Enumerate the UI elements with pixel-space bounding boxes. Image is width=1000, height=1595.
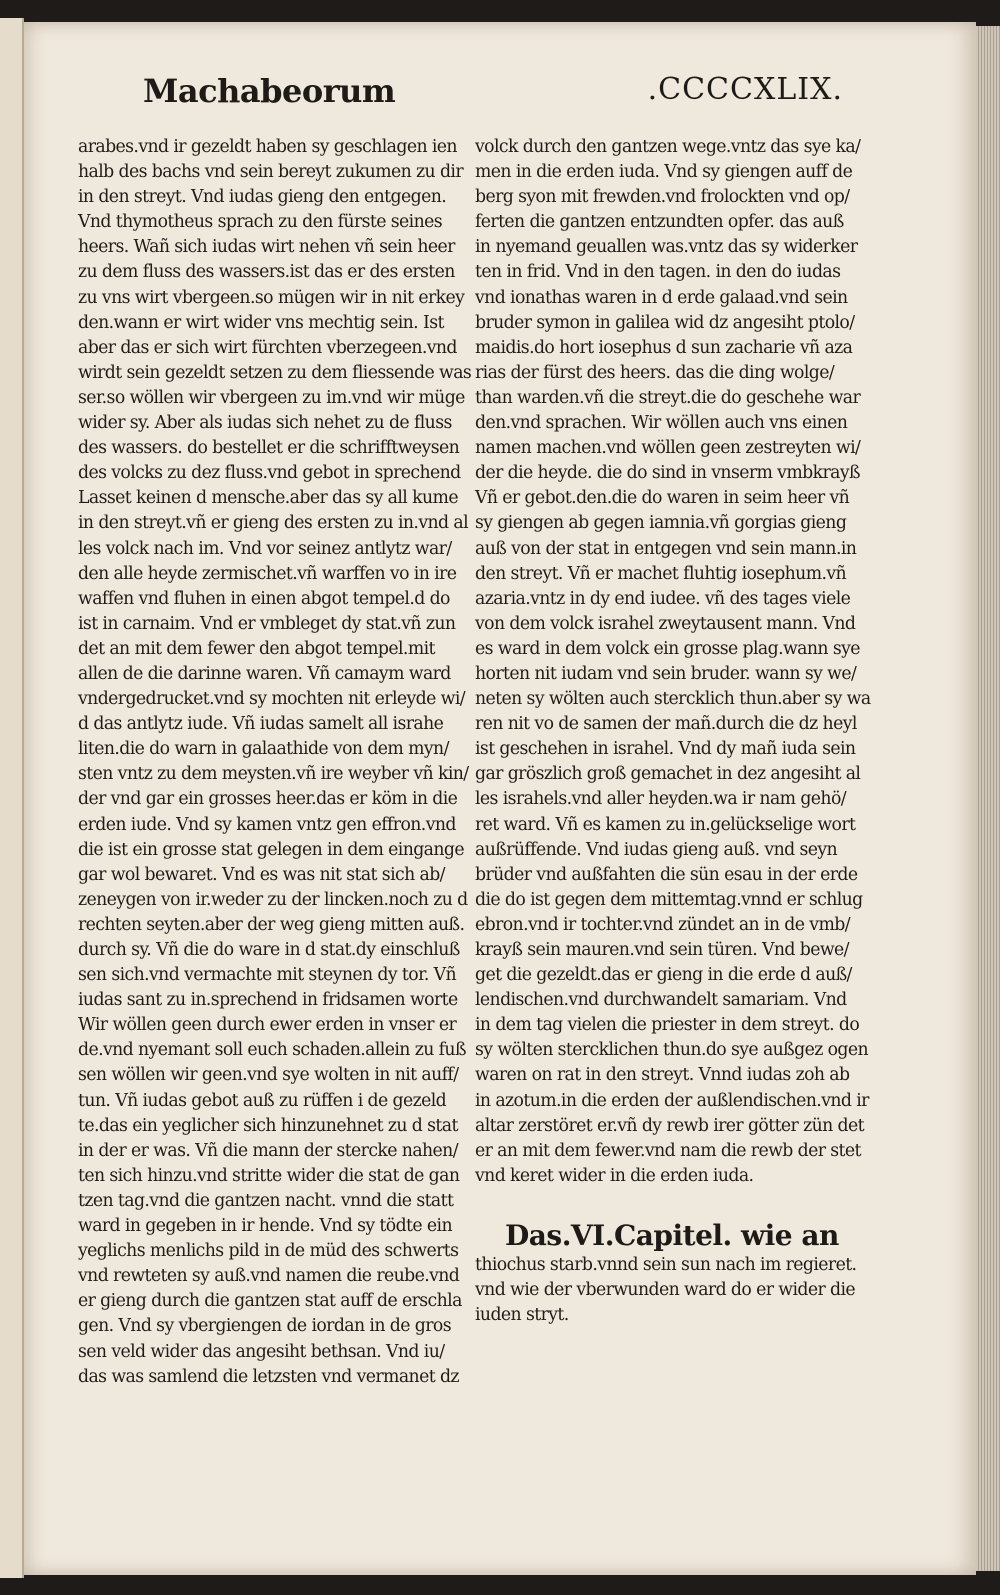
text-line: ferten die gantzen entzundten opfer. das auß: [475, 212, 844, 233]
text-line: in dem tag vielen die priester in dem streyt. do: [475, 1015, 860, 1036]
text-line: vnd ionathas waren in d erde galaad.vnd sein: [475, 287, 848, 308]
text-line: den streyt. Vñ er machet fluhtig iosephum.vñ: [475, 563, 847, 584]
text-line: tun. Vñ iudas gebot auß zu rüffen i de gezeld: [78, 1090, 447, 1111]
text-line: brüder vnd außfahten die sün esau in der erde: [475, 864, 858, 885]
text-line: bruder symon in galilea wid dz angesiht ptolo/: [475, 312, 855, 333]
text-line: yeglichs menlichs pild in de müd des schwerts: [78, 1241, 459, 1262]
text-line: berg syon mit frewden.vnd frolockten vnd op/: [475, 187, 850, 208]
text-line: thiochus starb.vnnd sein sun nach im regieret.: [475, 1255, 857, 1275]
text-line: gar wol bewaret. Vnd es was nit stat sich ab/: [78, 864, 445, 885]
text-line: in azotum.in die erden der außlendischen.vnd ir: [475, 1090, 869, 1111]
text-line: krayß sein mauren.vnd sein türen. Vnd bewe/: [475, 940, 849, 960]
text-line: Vñ er gebot.den.die do waren in seim heer vñ: [475, 488, 850, 509]
running-head-title: Machabeorum: [143, 72, 396, 110]
text-line: de.vnd nyemant soll euch schaden.allein zu fuß: [78, 1040, 466, 1061]
text-line: des volcks zu dez fluss.vnd gebot in sprechend: [78, 463, 461, 484]
text-line: than warden.vñ die streyt.die do geschehe war: [475, 387, 861, 408]
text-line: te.das ein yeglicher sich hinzunehnet zu d stat: [78, 1115, 458, 1136]
text-line: ren nit vo de samen der mañ.durch die dz heyl: [475, 714, 857, 735]
text-line: les volck nach im. Vnd vor seinez antlytz war/: [78, 538, 452, 559]
text-line: neten sy wölten auch stercklich thun.aber sy wa: [475, 689, 871, 710]
text-line: sy giengen ab gegen iamnia.vñ gorgias gieng: [475, 513, 847, 534]
text-line: den alle heyde zermischet.vñ warffen vo in ire: [78, 563, 457, 584]
text-line: vndergedrucket.vnd sy mochten nit erleyde wi/: [78, 689, 465, 710]
folio-number: .CCCCXLIX.: [647, 72, 843, 107]
text-line: außrüffende. Vnd iudas gieng auß. vnd seyn: [475, 839, 838, 860]
text-line: aber das er sich wirt fürchten vberzegeen.vnd: [78, 337, 457, 358]
text-line: sen sich.vnd vermachte mit steynen dy tor. Vñ: [78, 965, 457, 986]
text-line: azaria.vntz in dy end iudee. vñ des tages viele: [475, 588, 851, 609]
text-line: d das antlytz iude. Vñ iudas samelt all israhe: [78, 714, 444, 735]
text-line: iudas sant zu in.sprechend in fridsamen worte: [78, 990, 458, 1011]
text-line: ebron.vnd ir tochter.vnd zündet an in de vmb/: [475, 914, 850, 935]
text-line: den.vnd sprachen. Wir wöllen auch vns einen: [475, 413, 848, 434]
page-edges: [976, 26, 1000, 1571]
text-line: liten.die do warn in galaathide von dem myn/: [78, 739, 449, 760]
text-line: der vnd gar ein grosses heer.das er köm in die: [78, 789, 458, 810]
text-line: tzen tag.vnd die gantzen nacht. vnnd die statt: [78, 1190, 454, 1211]
text-line: Wir wöllen geen durch ewer erden in vnser er: [78, 1015, 457, 1036]
text-line: namen machen.vnd wöllen geen zestreyten wi/: [475, 438, 861, 459]
text-line: den.wann er wirt wider vns mechtig sein. Ist: [78, 312, 444, 333]
text-line: horten nit iudam vnd sein bruder. wann sy we/: [475, 663, 857, 684]
text-line: sten vntz zu dem meysten.vñ ire weyber vñ kin/: [78, 764, 469, 785]
text-line: das was samlend die letzsten vnd vermanet dz: [78, 1366, 459, 1387]
text-line: sy wölten stercklichen thun.do sye außgez ogen: [475, 1040, 869, 1061]
text-line: ten sich hinzu.vnd stritte wider die stat de gan: [78, 1165, 460, 1186]
text-line: vnd rewteten sy auß.vnd namen die reube.vnd: [78, 1266, 460, 1287]
text-line: heers. Wañ sich iudas wirt nehen vñ sein heer: [78, 237, 455, 258]
text-line: get die gezeldt.das er gieng in die erde d auß/: [475, 965, 852, 986]
text-line: les israhels.vnd aller heyden.wa ir nam gehö/: [475, 789, 846, 810]
text-line: waffen vnd fluhen in einen abgot tempel.d do: [78, 588, 450, 609]
text-line: in nyemand geuallen was.vntz das sy widerker: [475, 237, 858, 258]
text-line: vnd wie der vberwunden ward do er wider die: [475, 1280, 856, 1301]
text-line: der die heyde. die do sind in vnserm vmbkrayß: [475, 463, 860, 484]
text-line: durch sy. Vñ die do ware in d stat.dy einschluß: [78, 940, 460, 960]
text-line: halb des bachs vnd sein bereyt zukumen zu dir: [78, 162, 464, 183]
text-line: ret ward. Vñ es kamen zu in.gelückselige wort: [475, 814, 856, 835]
right-text-column: [475, 135, 871, 1189]
text-line: in den streyt.vñ er gieng des ersten zu in.vnd al: [78, 513, 468, 534]
text-line: maidis.do hort iosephus d sun zacharie vñ aza: [475, 337, 853, 358]
text-line: ist geschehen in israhel. Vnd dy mañ iuda sein: [475, 739, 856, 760]
text-line: von dem volck israhel zweytausent mann. Vnd: [475, 613, 856, 634]
text-line: det an mit dem fewer den abgot tempel.mit: [78, 638, 435, 659]
text-line: es ward in dem volck ein grosse plag.wann sye: [475, 638, 860, 659]
text-line: Lasset keinen d mensche.aber das sy all kume: [78, 488, 458, 509]
text-line: rias der fürst des heers. das die ding wolge/: [475, 362, 835, 383]
chapter-title: Das.VI.Capitel. wie an: [505, 1219, 839, 1252]
text-line: volck durch den gantzen wege.vntz das sye ka/: [475, 137, 861, 157]
text-line: ward in gegeben in ir hende. Vnd sy tödte ein: [78, 1216, 452, 1237]
text-line: zu dem fluss des wassers.ist das er des ersten: [78, 262, 455, 283]
running-head: [143, 72, 843, 122]
text-line: sen veld wider das angesiht bethsan. Vnd iu/: [78, 1341, 445, 1362]
left-text-column: [78, 135, 472, 1390]
text-line: lendischen.vnd durchwandelt samariam. Vnd: [475, 990, 847, 1011]
text-line: wirdt sein gezeldt setzen zu dem fliessende was: [78, 362, 472, 383]
text-line: zu vns wirt vbergeen.so mügen wir in nit erkey: [78, 287, 465, 308]
text-line: auß von der stat in entgegen vnd sein mann.in: [475, 538, 857, 559]
text-line: iuden stryt.: [475, 1305, 569, 1326]
chapter-summary: [475, 1253, 857, 1328]
text-line: ser.so wöllen wir vbergeen zu im.vnd wir müge: [78, 387, 465, 408]
text-line: allen de die darinne waren. Vñ camaym ward: [78, 663, 451, 684]
facing-page-edge: [0, 18, 24, 1578]
text-line: er an mit dem fewer.vnd nam die rewb der stet: [475, 1140, 861, 1161]
text-line: er gieng durch die gantzen stat auff de erschla: [78, 1291, 462, 1312]
text-line: die ist ein grosse stat gelegen in dem eingange: [78, 839, 465, 860]
text-line: gar gröszlich groß gemachet in dez angesiht al: [475, 764, 861, 785]
text-line: sen wöllen wir geen.vnd sye wolten in nit auff/: [78, 1065, 459, 1086]
text-line: in den streyt. Vnd iudas gieng den entgegen.: [78, 187, 447, 208]
text-line: die do ist gegen dem mittemtag.vnnd er schlug: [475, 889, 863, 910]
text-line: in der er was. Vñ die mann der stercke nahen/: [78, 1140, 458, 1161]
text-line: ten in frid. Vnd in den tagen. in den do iudas: [475, 262, 841, 283]
text-line: ist in carnaim. Vnd er vmbleget dy stat.vñ zun: [78, 613, 456, 634]
text-line: altar zerstöret er.vñ dy rewb irer götter zün det: [475, 1115, 864, 1136]
text-line: zeneygen von ir.weder zu der lincken.noch zu d: [78, 889, 468, 910]
text-line: men in die erden iuda. Vnd sy giengen auff de: [475, 162, 853, 183]
chapter-heading: [505, 1218, 865, 1254]
text-line: wider sy. Aber als iudas sich nehet zu de fluss: [78, 413, 452, 434]
text-line: rechten seyten.aber der weg gieng mitten auß.: [78, 914, 465, 935]
text-line: waren on rat in den streyt. Vnnd iudas zoh ab: [475, 1065, 850, 1086]
text-line: gen. Vnd sy vbergiengen de iordan in de gros: [78, 1316, 451, 1337]
text-line: arabes.vnd ir gezeldt haben sy geschlagen ien: [78, 137, 457, 157]
text-line: des wassers. do bestellet er die schrifftweysen: [78, 438, 460, 459]
text-line: Vnd thymotheus sprach zu den fürste seines: [78, 212, 442, 233]
text-line: vnd keret wider in die erden iuda.: [475, 1165, 754, 1186]
text-line: erden iude. Vnd sy kamen vntz gen effron.vnd: [78, 814, 456, 835]
